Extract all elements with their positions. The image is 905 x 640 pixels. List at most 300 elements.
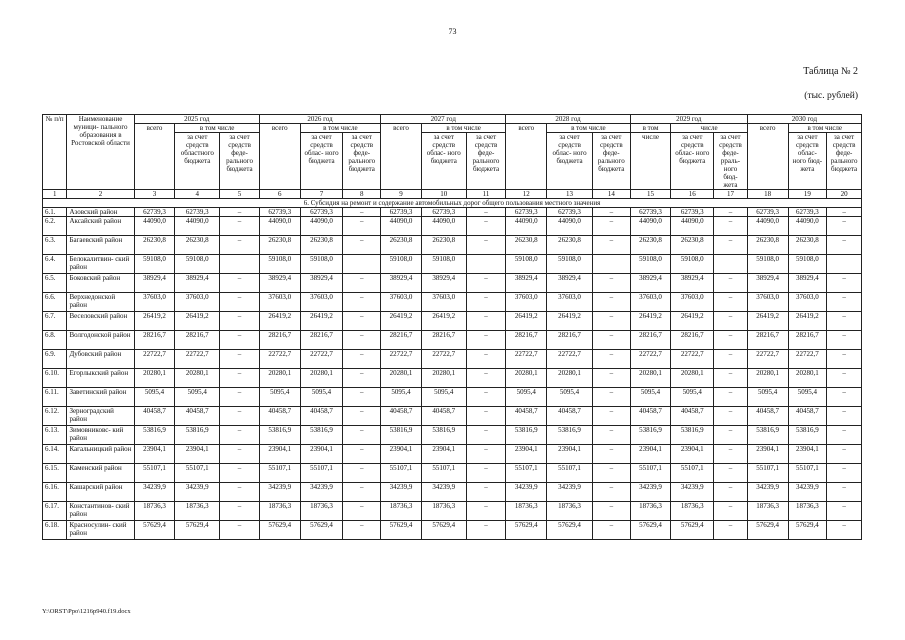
value-cell: 5095,4	[134, 388, 175, 407]
value-cell: 5095,4	[630, 388, 671, 407]
value-cell: 18736,3	[134, 502, 175, 521]
value-cell: –	[592, 426, 630, 445]
value-cell: 59108,0	[671, 255, 714, 274]
value-cell: 23904,1	[671, 445, 714, 464]
value-cell: 40458,7	[747, 407, 788, 426]
header-oblast: за счет средств облас- ного бюджета	[671, 133, 714, 190]
value-cell: 23904,1	[788, 445, 827, 464]
value-cell: 38929,4	[134, 274, 175, 293]
value-cell: –	[827, 350, 862, 369]
column-index: 9	[381, 190, 422, 199]
municipality-name: Каменский район	[67, 464, 134, 483]
header-including: в том числе	[788, 124, 861, 133]
value-cell: 40458,7	[381, 407, 422, 426]
municipality-name: Кагальницкий район	[67, 445, 134, 464]
value-cell: 18736,3	[630, 502, 671, 521]
value-cell: 23904,1	[300, 445, 343, 464]
value-cell: 23904,1	[421, 445, 466, 464]
row-number: 6.2.	[43, 217, 67, 236]
value-cell: 26419,2	[300, 312, 343, 331]
column-index: 13	[547, 190, 593, 199]
value-cell: –	[827, 312, 862, 331]
value-cell: –	[220, 369, 260, 388]
value-cell: –	[592, 236, 630, 255]
column-index: 6	[259, 190, 300, 199]
value-cell: –	[827, 331, 862, 350]
value-cell: –	[827, 236, 862, 255]
row-number: 6.4.	[43, 255, 67, 274]
value-cell: 38929,4	[506, 274, 547, 293]
municipality-name: Боковский район	[67, 274, 134, 293]
value-cell: –	[592, 502, 630, 521]
value-cell: –	[714, 293, 748, 312]
value-cell: 18736,3	[547, 502, 593, 521]
value-cell: 53816,9	[134, 426, 175, 445]
value-cell: 18736,3	[788, 502, 827, 521]
value-cell: 38929,4	[630, 274, 671, 293]
value-cell: 20280,1	[547, 369, 593, 388]
value-cell: 26230,8	[300, 236, 343, 255]
value-cell: 26419,2	[630, 312, 671, 331]
value-cell: 44090,0	[630, 217, 671, 236]
table-row	[43, 312, 862, 331]
value-cell: 62739,3	[547, 208, 593, 217]
value-cell: 23904,1	[747, 445, 788, 464]
table-row	[43, 426, 862, 445]
value-cell: 28216,7	[175, 331, 220, 350]
value-cell: 20280,1	[506, 369, 547, 388]
value-cell: –	[714, 350, 748, 369]
table-row	[43, 293, 862, 312]
value-cell: 23904,1	[630, 445, 671, 464]
value-cell: 26419,2	[421, 312, 466, 331]
column-index: 5	[220, 190, 260, 199]
value-cell: –	[714, 331, 748, 350]
value-cell: 34239,9	[259, 483, 300, 502]
value-cell: –	[466, 208, 506, 217]
municipality-name: Кашарский район	[67, 483, 134, 502]
value-cell: 26230,8	[381, 236, 422, 255]
value-cell: 18736,3	[259, 502, 300, 521]
value-cell: –	[466, 350, 506, 369]
value-cell: 53816,9	[788, 426, 827, 445]
value-cell: –	[714, 236, 748, 255]
value-cell: –	[827, 426, 862, 445]
header-oblast: за счет средств областного бюджета	[175, 133, 220, 190]
municipality-name: Багаевский район	[67, 236, 134, 255]
value-cell: 22722,7	[259, 350, 300, 369]
value-cell: 5095,4	[788, 388, 827, 407]
value-cell: 59108,0	[421, 255, 466, 274]
value-cell: 34239,9	[630, 483, 671, 502]
column-index: 2	[67, 190, 134, 199]
value-cell: 38929,4	[671, 274, 714, 293]
column-index: 20	[827, 190, 862, 199]
value-cell: 38929,4	[747, 274, 788, 293]
value-cell: –	[466, 293, 506, 312]
value-cell: 40458,7	[788, 407, 827, 426]
value-cell: 62739,3	[671, 208, 714, 217]
value-cell: –	[220, 464, 260, 483]
header-total: всего	[747, 124, 788, 190]
value-cell: 57629,4	[547, 521, 593, 540]
value-cell: –	[220, 293, 260, 312]
value-cell: 22722,7	[671, 350, 714, 369]
value-cell: 57629,4	[381, 521, 422, 540]
value-cell: 59108,0	[134, 255, 175, 274]
value-cell: 38929,4	[300, 274, 343, 293]
value-cell: 18736,3	[381, 502, 422, 521]
value-cell: –	[466, 312, 506, 331]
value-cell: 62739,3	[381, 208, 422, 217]
value-cell: 59108,0	[788, 255, 827, 274]
value-cell: –	[827, 445, 862, 464]
value-cell: 18736,3	[300, 502, 343, 521]
value-cell: 34239,9	[547, 483, 593, 502]
value-cell: 34239,9	[381, 483, 422, 502]
value-cell: 37603,0	[381, 293, 422, 312]
municipality-name: Зерноградский район	[67, 407, 134, 426]
section-title: 6. Субсидия на ремонт и содержание автомобильных дорог общего пользования местного значения	[43, 199, 862, 208]
municipality-name: Волгодонской район	[67, 331, 134, 350]
value-cell: 53816,9	[259, 426, 300, 445]
value-cell: 37603,0	[300, 293, 343, 312]
table-row	[43, 208, 862, 217]
header-total: всего	[259, 124, 300, 190]
value-cell: 62739,3	[259, 208, 300, 217]
table-row	[43, 445, 862, 464]
value-cell: 28216,7	[300, 331, 343, 350]
municipality-name: Дубовский район	[67, 350, 134, 369]
row-number: 6.15.	[43, 464, 67, 483]
header-total: всего	[134, 124, 175, 190]
value-cell: 40458,7	[300, 407, 343, 426]
value-cell: –	[466, 331, 506, 350]
value-cell: –	[714, 274, 748, 293]
value-cell: 53816,9	[506, 426, 547, 445]
value-cell: 23904,1	[381, 445, 422, 464]
municipality-name: Белокалитвин- ский район	[67, 255, 134, 274]
column-index: 3	[134, 190, 175, 199]
value-cell: 20280,1	[421, 369, 466, 388]
row-number: 6.18.	[43, 521, 67, 540]
page-number: 73	[448, 27, 457, 36]
column-index: 8	[343, 190, 381, 199]
value-cell: 34239,9	[134, 483, 175, 502]
column-index: 17	[714, 190, 748, 199]
value-cell: 55107,1	[671, 464, 714, 483]
value-cell: 23904,1	[547, 445, 593, 464]
value-cell: –	[466, 236, 506, 255]
value-cell: 26230,8	[630, 236, 671, 255]
row-number: 6.6.	[43, 293, 67, 312]
value-cell: –	[592, 331, 630, 350]
value-cell: 34239,9	[747, 483, 788, 502]
row-number: 6.5.	[43, 274, 67, 293]
row-number: 6.11.	[43, 388, 67, 407]
value-cell: 22722,7	[300, 350, 343, 369]
value-cell: 38929,4	[259, 274, 300, 293]
value-cell: –	[714, 445, 748, 464]
header-row-years	[43, 115, 862, 124]
value-cell: 55107,1	[259, 464, 300, 483]
header-including: в том числе	[300, 124, 380, 133]
table-row	[43, 502, 862, 521]
value-cell: 20280,1	[747, 369, 788, 388]
value-cell: –	[220, 217, 260, 236]
value-cell: 22722,7	[175, 350, 220, 369]
column-index: 1	[43, 190, 67, 199]
value-cell: 20280,1	[300, 369, 343, 388]
header-federal: за счет средств феде- рраль- ного бюд- жета	[714, 133, 748, 190]
budget-table	[42, 114, 862, 540]
value-cell: –	[827, 521, 862, 540]
value-cell: 38929,4	[547, 274, 593, 293]
value-cell: 53816,9	[630, 426, 671, 445]
value-cell: 28216,7	[506, 331, 547, 350]
value-cell: 57629,4	[421, 521, 466, 540]
value-cell: 62739,3	[421, 208, 466, 217]
value-cell: 18736,3	[747, 502, 788, 521]
value-cell: 23904,1	[506, 445, 547, 464]
value-cell: 57629,4	[506, 521, 547, 540]
value-cell: –	[592, 521, 630, 540]
value-cell: 28216,7	[421, 331, 466, 350]
value-cell: 59108,0	[747, 255, 788, 274]
value-cell: –	[466, 426, 506, 445]
value-cell: 26419,2	[134, 312, 175, 331]
value-cell: 40458,7	[175, 407, 220, 426]
value-cell: 22722,7	[134, 350, 175, 369]
value-cell: –	[592, 483, 630, 502]
value-cell: 28216,7	[134, 331, 175, 350]
value-cell: 5095,4	[421, 388, 466, 407]
value-cell: 26419,2	[381, 312, 422, 331]
value-cell: –	[220, 274, 260, 293]
column-index: 12	[506, 190, 547, 199]
header-total-2029: числе	[630, 133, 671, 190]
value-cell: –	[343, 502, 381, 521]
value-cell: –	[827, 274, 862, 293]
value-cell: 55107,1	[134, 464, 175, 483]
header-total: всего	[506, 124, 547, 190]
value-cell: 22722,7	[547, 350, 593, 369]
column-index: 16	[671, 190, 714, 199]
units-label: (тыс. рублей)	[804, 91, 858, 101]
value-cell: 22722,7	[630, 350, 671, 369]
value-cell: –	[827, 502, 862, 521]
value-cell: 40458,7	[259, 407, 300, 426]
value-cell: 26419,2	[259, 312, 300, 331]
value-cell: 37603,0	[671, 293, 714, 312]
value-cell: 59108,0	[547, 255, 593, 274]
value-cell: 28216,7	[747, 331, 788, 350]
value-cell: –	[466, 445, 506, 464]
value-cell: 44090,0	[506, 217, 547, 236]
value-cell: 62739,3	[175, 208, 220, 217]
value-cell: –	[827, 369, 862, 388]
table-title: Таблица № 2	[803, 66, 858, 77]
value-cell: 22722,7	[788, 350, 827, 369]
value-cell: 37603,0	[259, 293, 300, 312]
value-cell: 55107,1	[747, 464, 788, 483]
value-cell: 44090,0	[788, 217, 827, 236]
row-number: 6.3.	[43, 236, 67, 255]
header-num: № п/п	[43, 115, 67, 190]
row-number: 6.14.	[43, 445, 67, 464]
value-cell: 62739,3	[788, 208, 827, 217]
value-cell: –	[343, 350, 381, 369]
value-cell: 34239,9	[175, 483, 220, 502]
value-cell: –	[343, 407, 381, 426]
row-number: 6.10.	[43, 369, 67, 388]
table-row	[43, 369, 862, 388]
footer-file-path: Y:\ORST\Ppo\1216p940.f19.docx	[42, 608, 131, 615]
value-cell: 44090,0	[134, 217, 175, 236]
column-index: 4	[175, 190, 220, 199]
table-row	[43, 274, 862, 293]
value-cell: 22722,7	[421, 350, 466, 369]
value-cell: 37603,0	[175, 293, 220, 312]
value-cell: 20280,1	[381, 369, 422, 388]
value-cell: –	[343, 208, 381, 217]
value-cell: –	[714, 388, 748, 407]
value-cell: 40458,7	[547, 407, 593, 426]
value-cell: 20280,1	[175, 369, 220, 388]
value-cell: –	[714, 502, 748, 521]
value-cell: 20280,1	[788, 369, 827, 388]
header-year: 2030 год	[747, 115, 861, 124]
value-cell: –	[220, 426, 260, 445]
value-cell: –	[220, 236, 260, 255]
value-cell: 26419,2	[175, 312, 220, 331]
value-cell: 55107,1	[381, 464, 422, 483]
municipality-name: Аксайский район	[67, 217, 134, 236]
value-cell	[466, 255, 506, 274]
value-cell	[714, 255, 748, 274]
value-cell: 55107,1	[421, 464, 466, 483]
value-cell: 40458,7	[421, 407, 466, 426]
table-row	[43, 388, 862, 407]
header-oblast: за счет средств облас- ного бюджета	[547, 133, 593, 190]
municipality-name: Заветинский район	[67, 388, 134, 407]
municipality-name: Азовский район	[67, 208, 134, 217]
header-year: 2026 год	[259, 115, 380, 124]
value-cell: –	[827, 293, 862, 312]
value-cell: –	[592, 464, 630, 483]
municipality-name: Зимовниковс- кий район	[67, 426, 134, 445]
value-cell: 23904,1	[175, 445, 220, 464]
value-cell: –	[343, 464, 381, 483]
value-cell: 55107,1	[547, 464, 593, 483]
value-cell: 53816,9	[300, 426, 343, 445]
row-number: 6.1.	[43, 208, 67, 217]
value-cell: 37603,0	[506, 293, 547, 312]
value-cell: 55107,1	[300, 464, 343, 483]
value-cell: –	[343, 445, 381, 464]
value-cell: 26419,2	[747, 312, 788, 331]
value-cell: 26230,8	[671, 236, 714, 255]
header-oblast: за счет средств облас- ного бюджета	[300, 133, 343, 190]
table-row	[43, 236, 862, 255]
municipality-name: Верхнедонской район	[67, 293, 134, 312]
value-cell: –	[592, 350, 630, 369]
value-cell: –	[466, 502, 506, 521]
value-cell: 62739,3	[134, 208, 175, 217]
table-row	[43, 255, 862, 274]
value-cell: –	[343, 274, 381, 293]
table-row	[43, 217, 862, 236]
value-cell: 26419,2	[788, 312, 827, 331]
value-cell: –	[592, 388, 630, 407]
value-cell	[827, 255, 862, 274]
value-cell: –	[466, 274, 506, 293]
value-cell: –	[220, 502, 260, 521]
value-cell: 53816,9	[747, 426, 788, 445]
value-cell: –	[343, 312, 381, 331]
row-number: 6.12.	[43, 407, 67, 426]
row-number: 6.17.	[43, 502, 67, 521]
value-cell: –	[220, 407, 260, 426]
value-cell: 40458,7	[630, 407, 671, 426]
value-cell: –	[220, 350, 260, 369]
value-cell: –	[714, 208, 748, 217]
value-cell: –	[592, 369, 630, 388]
value-cell: 5095,4	[747, 388, 788, 407]
header-federal: за счет средств феде- рального бюджета	[592, 133, 630, 190]
value-cell: 18736,3	[175, 502, 220, 521]
value-cell: –	[343, 426, 381, 445]
table-row	[43, 350, 862, 369]
value-cell: 62739,3	[506, 208, 547, 217]
value-cell: –	[592, 293, 630, 312]
value-cell: 26230,8	[788, 236, 827, 255]
value-cell: 44090,0	[300, 217, 343, 236]
value-cell: 44090,0	[421, 217, 466, 236]
header-including: в том числе	[547, 124, 631, 133]
value-cell: –	[827, 464, 862, 483]
value-cell: 57629,4	[788, 521, 827, 540]
value-cell: –	[343, 331, 381, 350]
value-cell: 59108,0	[259, 255, 300, 274]
value-cell: 62739,3	[747, 208, 788, 217]
value-cell: 26230,8	[259, 236, 300, 255]
value-cell: –	[827, 217, 862, 236]
value-cell: 37603,0	[134, 293, 175, 312]
value-cell: –	[220, 388, 260, 407]
value-cell: –	[827, 388, 862, 407]
value-cell: 34239,9	[788, 483, 827, 502]
value-cell: 28216,7	[547, 331, 593, 350]
value-cell: 44090,0	[259, 217, 300, 236]
value-cell: 23904,1	[259, 445, 300, 464]
municipality-name: Веселовский район	[67, 312, 134, 331]
value-cell: 20280,1	[134, 369, 175, 388]
value-cell: 20280,1	[671, 369, 714, 388]
header-federal: за счет средств феде- рального бюджета	[343, 133, 381, 190]
value-cell: 34239,9	[421, 483, 466, 502]
header-including: числе	[671, 124, 747, 133]
value-cell: 18736,3	[506, 502, 547, 521]
value-cell: 53816,9	[421, 426, 466, 445]
value-cell: –	[343, 217, 381, 236]
row-number: 6.9.	[43, 350, 67, 369]
value-cell: –	[466, 521, 506, 540]
value-cell: 44090,0	[547, 217, 593, 236]
header-row-split	[43, 124, 862, 133]
value-cell: –	[714, 521, 748, 540]
value-cell: –	[592, 312, 630, 331]
